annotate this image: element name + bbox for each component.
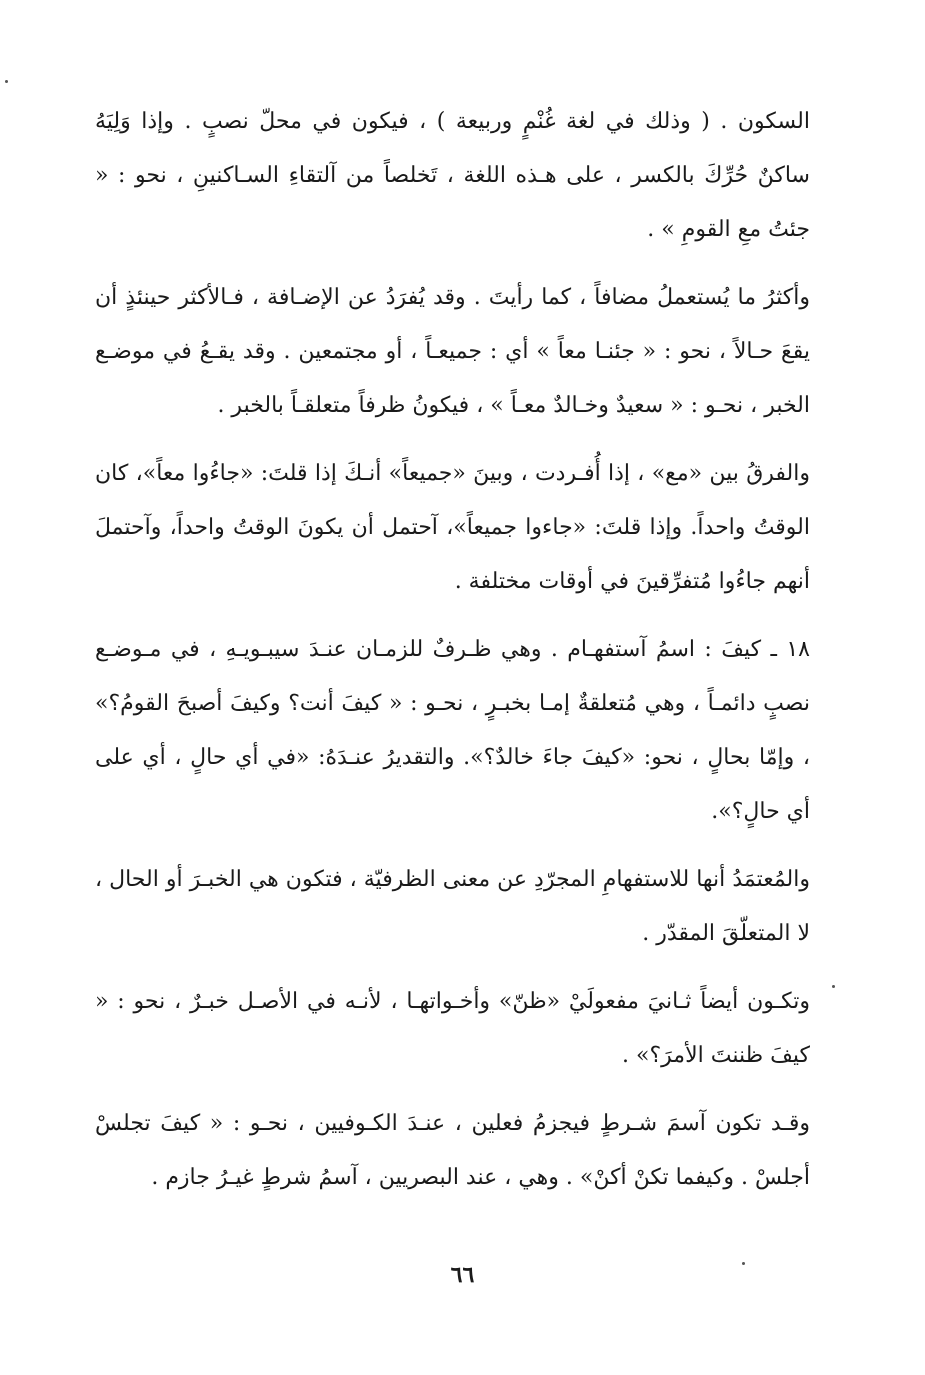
scan-speck — [5, 80, 8, 83]
paragraph-4-kayfa: ١٨ ـ كيفَ : اسمُ آستفهـام . وهي ظـرفٌ للزمـان عنـدَ سيبـويـهِ ، في مـوضـع نصبٍ دائمـاً ، وهي مُتعلقةٌ إمـا بخبـرٍ ، نحـو : « كيفَ أنت؟ وكيفَ أصبحَ القومُ؟» ، وإمّا بحالٍ ، نحو: «كيفَ جاءَ خالدٌ؟». والتقديرُ عنـدَهُ: «في أي حالٍ ، أي على أي حالٍ؟». — [95, 637, 810, 824]
page-number: ٦٦ — [450, 1262, 475, 1288]
paragraph-2: وأكثرُ ما يُستعملُ مضافاً ، كما رأيتَ . وقد يُفرَدُ عن الإضـافة ، فـالأكثر حينئذٍ أن يقعَ حـالاً ، نحو : « جئنـا معاً » أي : جميعـاً ، أو مجتمعين . وقد يقـعُ في موضـع الخبر ، نحـو : « سعيدٌ وخـالدٌ معـاً » ، فيكونُ ظرفاً متعلقـاً بالخبر . — [95, 285, 810, 418]
paragraph-3: والفرقُ بين «مع» ، إذا أُفـردت ، وبينَ «جميعاً» أنـكَ إذا قلتَ: «جاءُوا معاً»، كان الوقتُ واحداً. وإذا قلتَ: «جاءوا جميعاً»، آحتمل أن يكونَ الوقتُ واحداً، وآحتملَ أنهم جاءُوا مُتفرِّقينَ في أوقات مختلفة . — [95, 461, 810, 594]
scan-speck — [832, 985, 835, 988]
paragraph-7: وقـد تكون آسمَ شـرطٍ فيجزمُ فعلين ، عنـدَ الكـوفيين ، نحـو : « كيفَ تجلسْ أجلسْ . وكيفما تكنْ أكنْ» . وهي ، عند البصريين ، آسمُ شرطٍ غيـرُ جازم . — [95, 1111, 810, 1190]
paragraph-6: وتكـون أيضاً ثـانيَ مفعولَيْ «ظنّ» وأخـواتهـا ، لأنـه في الأصـل خبـرٌ ، نحو : « كيفَ ظننتَ الأمرَ؟» . — [95, 989, 810, 1068]
page-body — [95, 95, 810, 1219]
paragraph-5: والمُعتمَدُ أنها للاستفهامِ المجرّدِ عن معنى الظرفيّة ، فتكون هي الخبـرَ أو الحال ، لا المتعلّقَ المقدّر . — [95, 867, 810, 946]
paragraph-1: السكون . ( وذلك في لغة غُنْمٍ وربيعة ) ، فيكون في محلّ نصبٍ . وإذا وَلِيَهُ ساكنٌ حُرِّكَ بالكسر ، على هـذه اللغة ، تَخلصاً من آلتقاءِ السـاكنينِ ، نحو : « جئتُ معِ القومِ » . — [95, 109, 810, 242]
